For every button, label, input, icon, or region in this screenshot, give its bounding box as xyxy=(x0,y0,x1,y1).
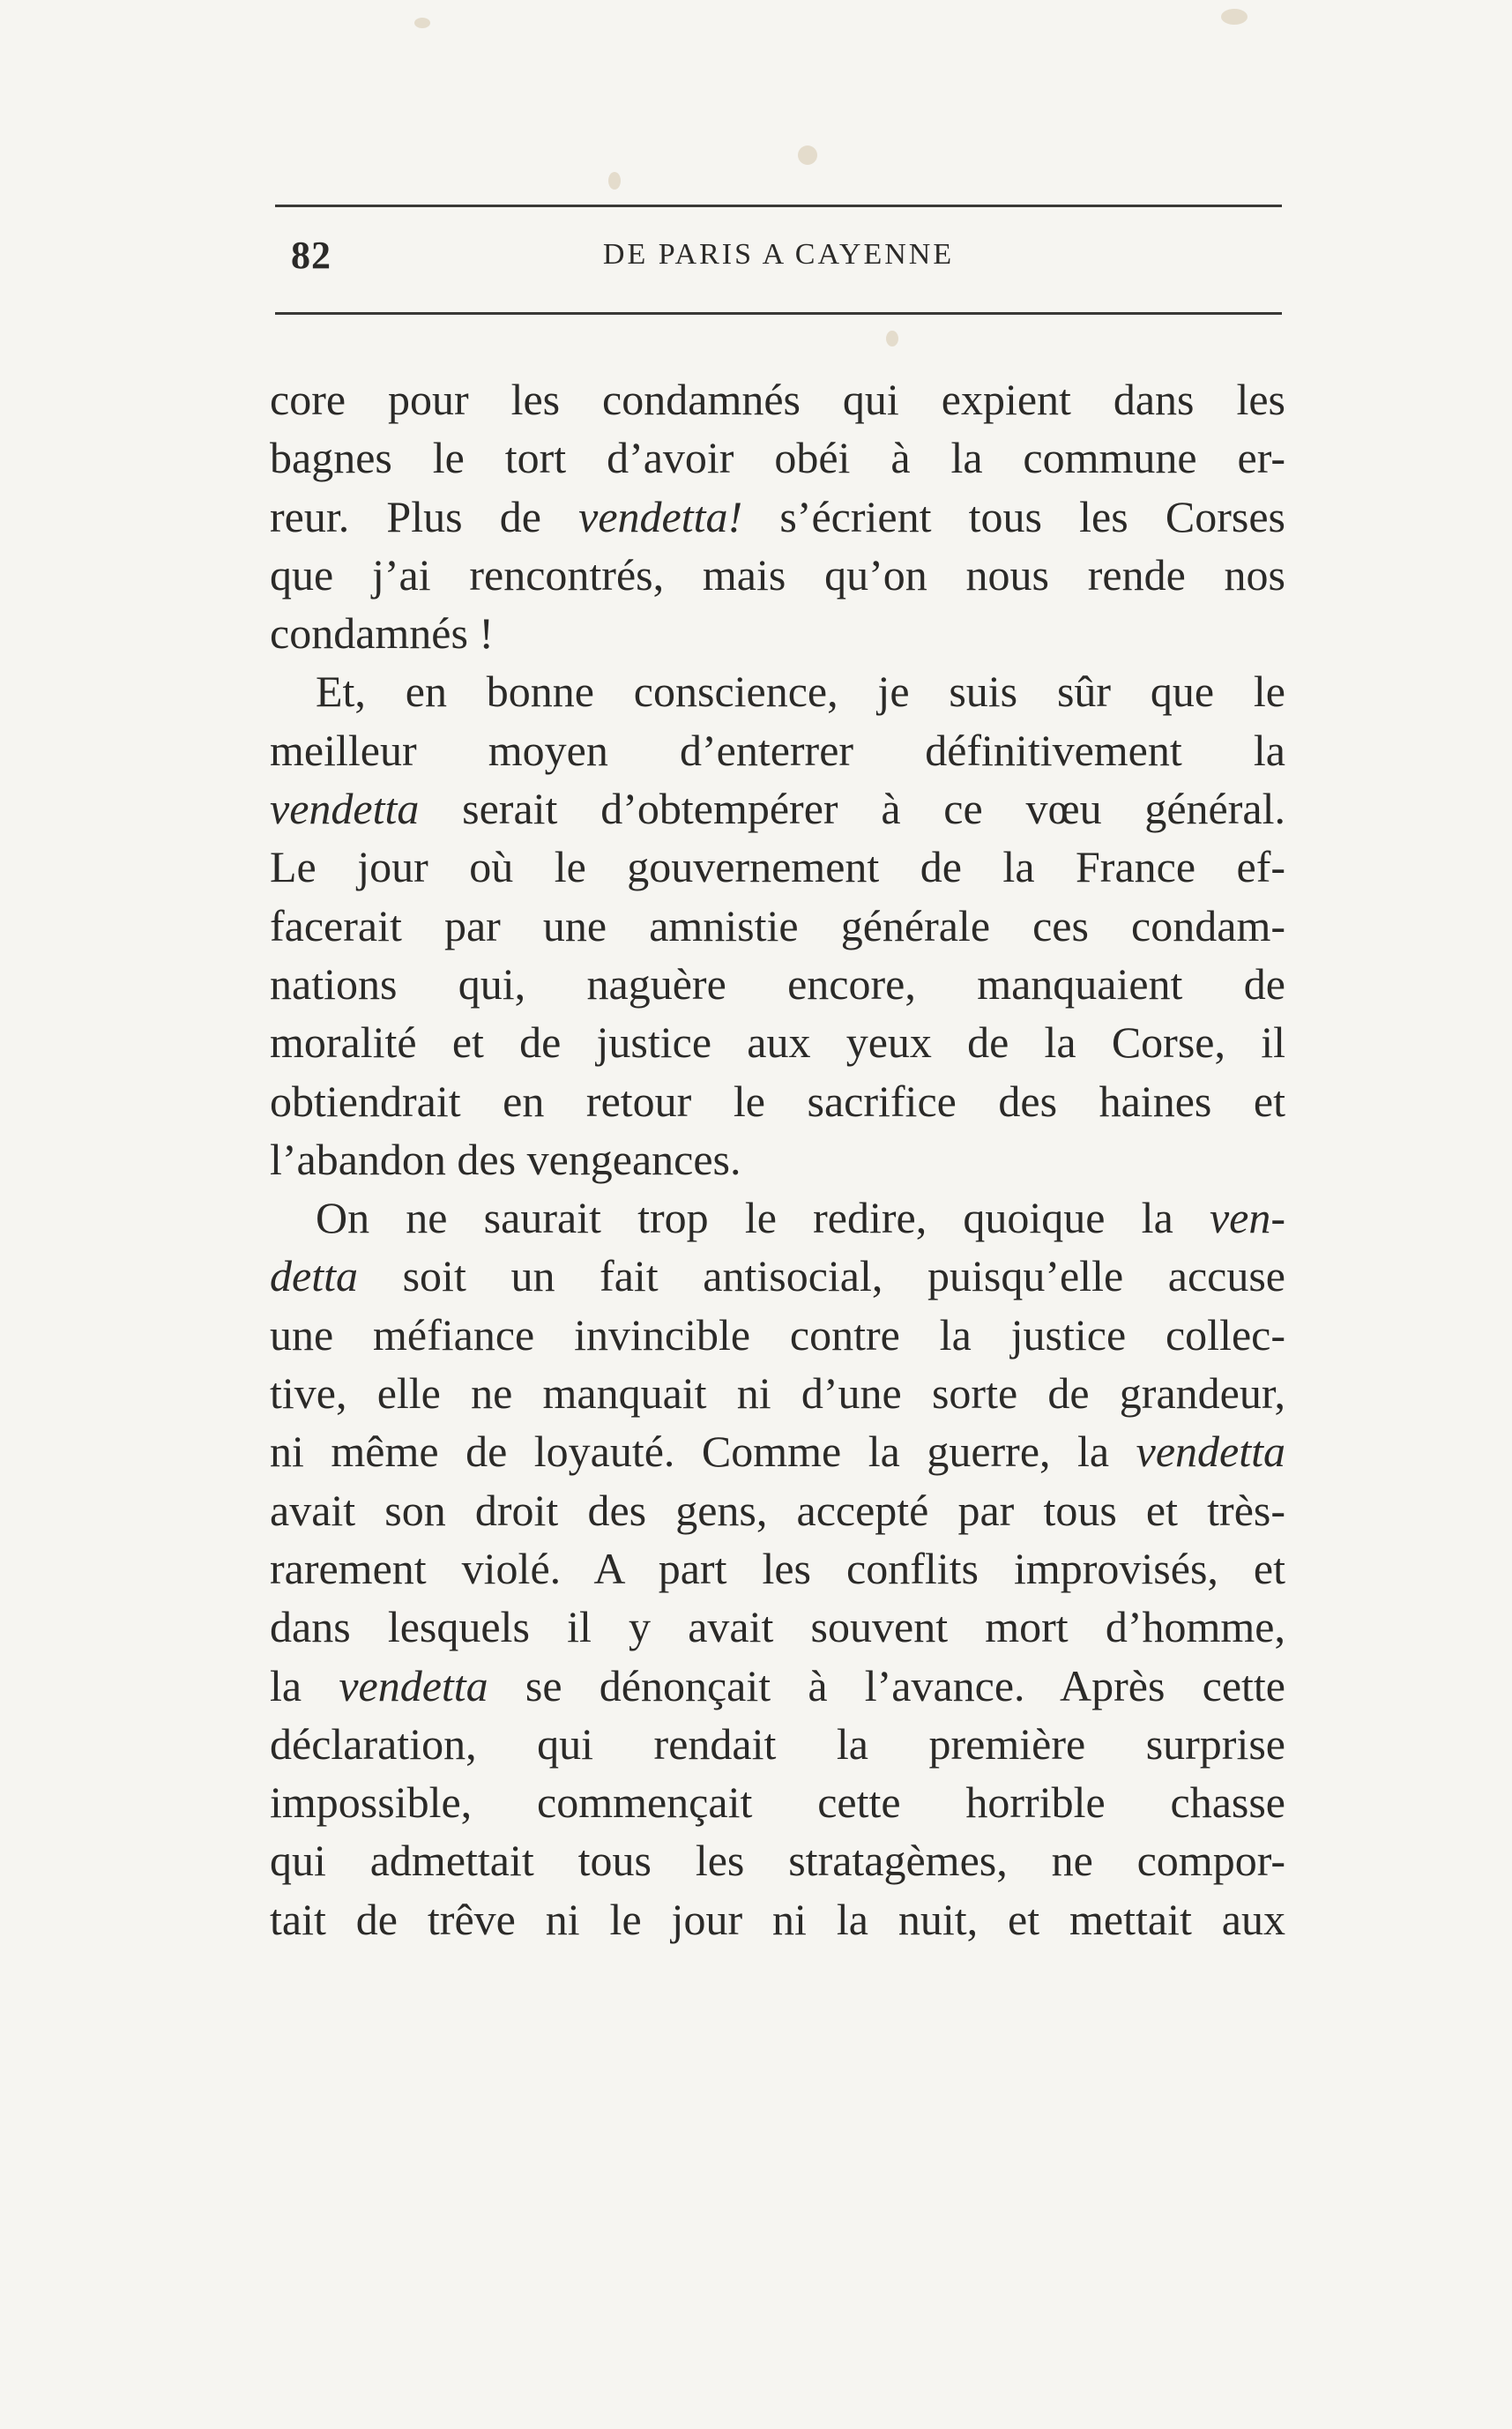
text-line xyxy=(270,1890,1285,1948)
text-segment: condamnés ! xyxy=(270,608,495,659)
text-segment: l’abandon des vengeances. xyxy=(270,1134,741,1184)
italic-text: vendetta! xyxy=(578,491,743,541)
text-segment: avait son droit des gens, accepté par tous et très- xyxy=(270,1485,1285,1535)
text-segment: meilleur moyen d’enterrer définitivement la xyxy=(270,725,1285,775)
body-text xyxy=(270,370,1285,1948)
page-header xyxy=(275,227,1282,289)
text-line xyxy=(270,1130,1285,1188)
text-line xyxy=(270,779,1285,838)
text-line xyxy=(270,546,1285,604)
text-segment: qui admettait tous les stratagèmes, ne compor- xyxy=(270,1836,1285,1886)
text-segment: Et, en bonne conscience, je suis sûr que le xyxy=(316,667,1285,717)
text-segment: facerait par une amnistie générale ces condam- xyxy=(270,900,1285,950)
text-line xyxy=(270,1422,1285,1480)
running-head: DE PARIS A CAYENNE xyxy=(602,238,955,271)
text-segment: On ne saurait trop le redire, quoique la xyxy=(316,1193,1210,1243)
text-segment: dans lesquels il y avait souvent mort d’homme, xyxy=(270,1602,1285,1652)
text-line xyxy=(270,721,1285,779)
page-number: 82 xyxy=(291,234,331,277)
text-segment: serait d’obtempérer à ce vœu général. xyxy=(419,784,1285,834)
text-line xyxy=(270,1188,1285,1247)
text-line xyxy=(270,1306,1285,1364)
italic-text: vendetta xyxy=(270,784,420,834)
text-line xyxy=(270,428,1285,487)
paper-speck xyxy=(886,331,898,346)
text-line xyxy=(270,1831,1285,1889)
text-segment: obtiendrait en retour le sacrifice des haines et xyxy=(270,1076,1285,1126)
text-segment: se dénonçait à l’avance. Après cette xyxy=(488,1660,1285,1710)
text-line xyxy=(270,1247,1285,1305)
text-segment: moralité et de justice aux yeux de la Corse, il xyxy=(270,1017,1285,1068)
text-segment: impossible, commençait cette horrible chasse xyxy=(270,1777,1285,1828)
text-line xyxy=(270,1364,1285,1422)
text-line xyxy=(270,1072,1285,1130)
text-line xyxy=(270,488,1285,546)
paper-speck xyxy=(798,145,817,165)
italic-text: detta xyxy=(270,1251,358,1301)
header-bottom-rule xyxy=(275,312,1282,315)
header-top-rule xyxy=(275,205,1282,207)
text-line xyxy=(270,955,1285,1013)
text-line xyxy=(270,1013,1285,1071)
text-segment: soit un fait antisocial, puisqu’elle accuse xyxy=(357,1251,1285,1301)
text-segment: une méfiance invincible contre la justice collec- xyxy=(270,1309,1285,1360)
text-line xyxy=(270,897,1285,955)
text-segment: reur. Plus de xyxy=(270,491,579,541)
text-segment: Le jour où le gouvernement de la France ef- xyxy=(270,842,1285,892)
text-line xyxy=(270,1598,1285,1656)
paper-speck xyxy=(414,18,430,28)
text-line xyxy=(270,370,1285,428)
text-line xyxy=(270,1657,1285,1715)
text-segment: déclaration, qui rendait la première surprise xyxy=(270,1718,1285,1769)
text-segment: core pour les condamnés qui expient dans les xyxy=(270,375,1285,424)
italic-text: vendetta xyxy=(339,1660,488,1710)
italic-text: vendetta xyxy=(1136,1427,1285,1477)
text-line xyxy=(270,1773,1285,1831)
italic-text: ven- xyxy=(1209,1193,1285,1243)
text-segment: tive, elle ne manquait ni d’une sorte de grandeur, xyxy=(270,1368,1285,1419)
text-line xyxy=(270,1715,1285,1773)
text-line xyxy=(270,662,1285,720)
text-line xyxy=(270,838,1285,896)
text-segment: rarement violé. A part les conflits improvisés, et xyxy=(270,1543,1285,1593)
text-segment: la xyxy=(270,1660,339,1710)
paper-speck xyxy=(1221,9,1248,25)
text-segment: tait de trêve ni le jour ni la nuit, et mettait aux xyxy=(270,1894,1285,1944)
text-segment: ni même de loyauté. Comme la guerre, la xyxy=(270,1427,1136,1477)
text-segment: s’écrient tous les Corses xyxy=(742,491,1285,541)
text-segment: que j’ai rencontrés, mais qu’on nous rende nos xyxy=(270,549,1285,600)
text-segment: bagnes le tort d’avoir obéi à la commune er- xyxy=(270,433,1285,483)
text-line xyxy=(270,604,1285,662)
text-line xyxy=(270,1481,1285,1539)
text-line xyxy=(270,1539,1285,1598)
text-segment: nations qui, naguère encore, manquaient de xyxy=(270,958,1285,1009)
paper-speck xyxy=(608,172,621,190)
